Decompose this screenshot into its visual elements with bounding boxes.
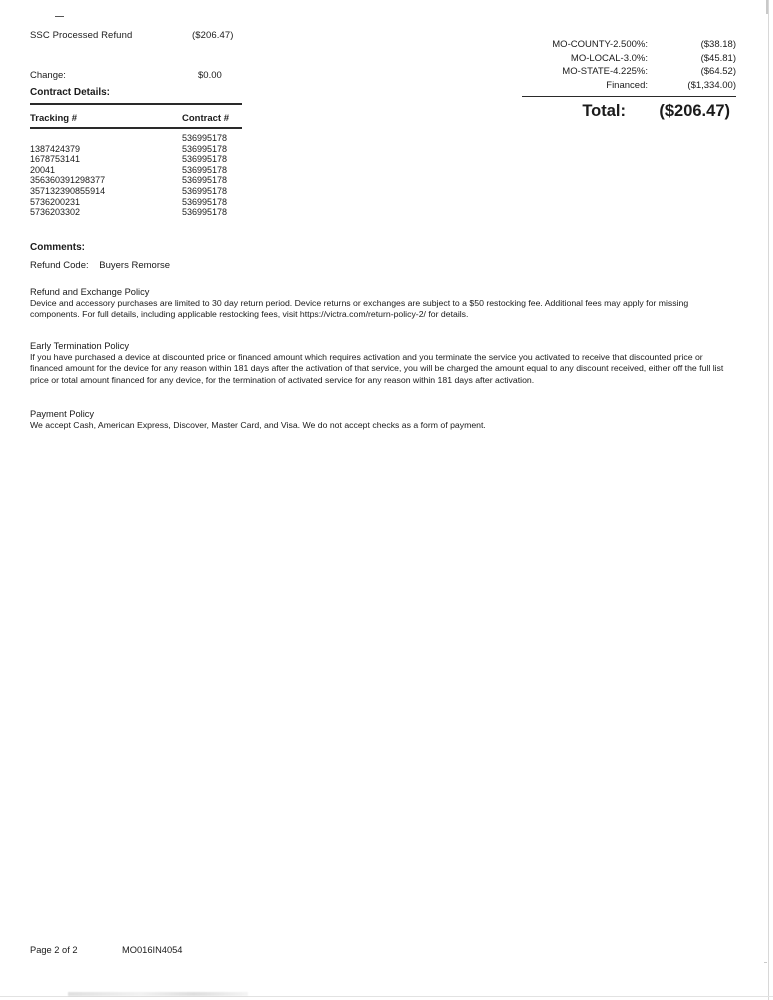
tax-totals-list [470,38,736,92]
table-row [30,207,260,218]
cell-tracking: 356360391298377 [30,175,106,186]
policy-body: We accept Cash, American Express, Discover, Master Card, and Visa. We do not accept checks as a form of payment. [30,420,486,430]
cell-tracking: 20041 [30,164,56,175]
contract-details-heading: Contract Details: [30,87,111,98]
scan-edge-line-bottom [0,996,773,997]
ssc-processed-refund-value: ($206.47) [192,30,234,41]
policy-body: If you have purchased a device at discounted price or financed amount which requires activation and you terminate the service you activated to receive that discounted price or financed amount for the device for any reason within 181 days after the activation of that service, you will be charged the amount equal to any discount received, either off the full list price or total amount financed for any device, for the termination of activated service for any reason within 181 days after activation. [30,352,724,385]
grand-total-row [470,102,736,124]
financed-value: ($1,334.00) [687,79,736,91]
page-number: Page 2 of 2 [30,945,78,955]
ssc-processed-refund-label: SSC Processed Refund [30,30,133,41]
policy-title: Refund and Exchange Policy [30,287,150,297]
cell-tracking: 5736200231 [30,196,81,207]
table-row [30,197,260,208]
financed-label: Financed: [606,79,648,91]
policy-title: Payment Policy [30,409,95,419]
cell-tracking: 5736203302 [30,207,81,218]
tax-line [470,65,736,79]
policy-payment [30,409,730,431]
policy-title: Early Termination Policy [30,341,130,351]
tax-line-value: ($64.52) [700,66,736,77]
grand-total-value: ($206.47) [659,102,730,120]
column-header-contract: Contract # [182,113,229,124]
column-header-tracking: Tracking # [30,113,77,124]
totals-rule [522,96,736,97]
table-row [30,175,260,186]
cell-contract: 536995178 [182,133,228,143]
refund-code-label: Refund Code: [30,260,89,271]
contract-table-header-rule [30,127,242,129]
table-row [30,186,260,197]
tax-line-label: MO-COUNTY-2.500%: [552,39,648,50]
policy-body: Device and accessory purchases are limited to 30 day return period. Device returns or exchanges are subject to a $50 restocking fee. Additional fees may apply for missing components. For full details, including applicable restocking fees, visit https://victra.com/return-policy-2/ for details. [30,298,689,320]
cell-tracking: 1678753141 [30,154,81,165]
stray-mark [55,16,64,17]
change-label: Change: [30,70,66,81]
tax-line-label: MO-STATE-4.225%: [562,66,648,77]
cell-tracking: 357132390855914 [30,185,106,196]
document-id: MO016IN4054 [122,945,183,955]
cell-contract: 536995178 [182,185,228,196]
change-value: $0.00 [198,70,222,81]
refund-code-value: Buyers Remorse [99,260,171,271]
table-row [30,144,260,155]
refund-code-row [30,260,170,271]
cell-contract: 536995178 [182,175,228,186]
cell-contract: 536995178 [182,154,228,165]
cell-contract: 536995178 [182,164,228,175]
contract-table-body [30,133,260,218]
scan-artifact [764,962,767,963]
policy-early-termination [30,341,730,386]
comments-heading: Comments: [30,242,86,253]
financed-line [470,79,736,93]
table-row [30,165,260,176]
contract-table-top-rule [30,103,242,105]
cell-contract: 536995178 [182,143,228,154]
tax-line [470,52,736,66]
tax-line-value: ($38.18) [700,39,736,50]
table-row [30,154,260,165]
scan-edge-line [768,0,769,1000]
cell-contract: 536995178 [182,196,228,207]
cell-tracking: 1387424379 [30,143,81,154]
tax-line-value: ($45.81) [700,52,736,64]
grand-total-label: Total: [582,102,626,120]
tax-line [470,38,736,52]
scan-artifact [766,0,768,14]
policy-refund-and-exchange [30,287,730,321]
tax-line-label: MO-LOCAL-3.0%: [570,52,648,64]
cell-contract: 536995178 [182,207,228,218]
table-row [30,133,260,144]
scan-smudge [68,992,248,996]
